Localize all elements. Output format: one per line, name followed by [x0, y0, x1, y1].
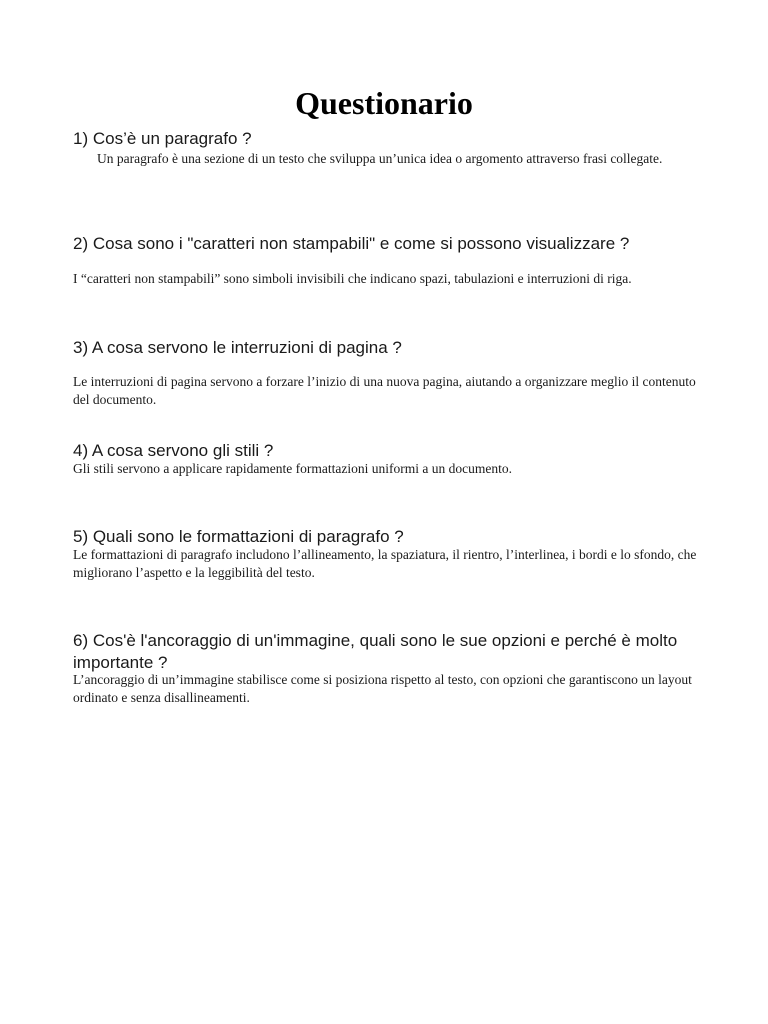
answer-3: Le interruzioni di pagina servono a forzare l’inizio di una nuova pagina, aiutando a organizzare meglio il contenuto del documento. — [73, 374, 696, 407]
question-4: 4) A cosa servono gli stili ? — [73, 441, 274, 460]
answer-1: Un paragrafo è una sezione di un testo che sviluppa un’unica idea o argomento attraverso frasi collegate. — [97, 151, 663, 166]
answer-6: L’ancoraggio di un’immagine stabilisce come si posiziona rispetto al testo, con opzioni che garantiscono un layout ordinato e senza disallineamenti. — [73, 672, 692, 705]
answer-5: Le formattazioni di paragrafo includono l’allineamento, la spaziatura, il rientro, l’interlinea, i bordi e lo sfondo, che migliorano l’aspetto e la leggibilità del testo. — [73, 547, 697, 580]
answer-2: I “caratteri non stampabili” sono simboli invisibili che indicano spazi, tabulazioni e interruzioni di riga. — [73, 271, 632, 286]
question-2: 2) Cosa sono i "caratteri non stampabili" e come si possono visualizzare ? — [73, 234, 630, 253]
answer-4: Gli stili servono a applicare rapidamente formattazioni uniformi a un documento. — [73, 461, 512, 476]
question-1: 1) Cos’è un paragrafo ? — [73, 129, 252, 148]
document-title: Questionario — [295, 85, 473, 121]
question-5: 5) Quali sono le formattazioni di paragrafo ? — [73, 527, 404, 546]
question-3: 3) A cosa servono le interruzioni di pagina ? — [73, 338, 402, 357]
question-6: 6) Cos'è l'ancoraggio di un'immagine, quali sono le sue opzioni e perché è molto importante ? — [73, 631, 678, 672]
